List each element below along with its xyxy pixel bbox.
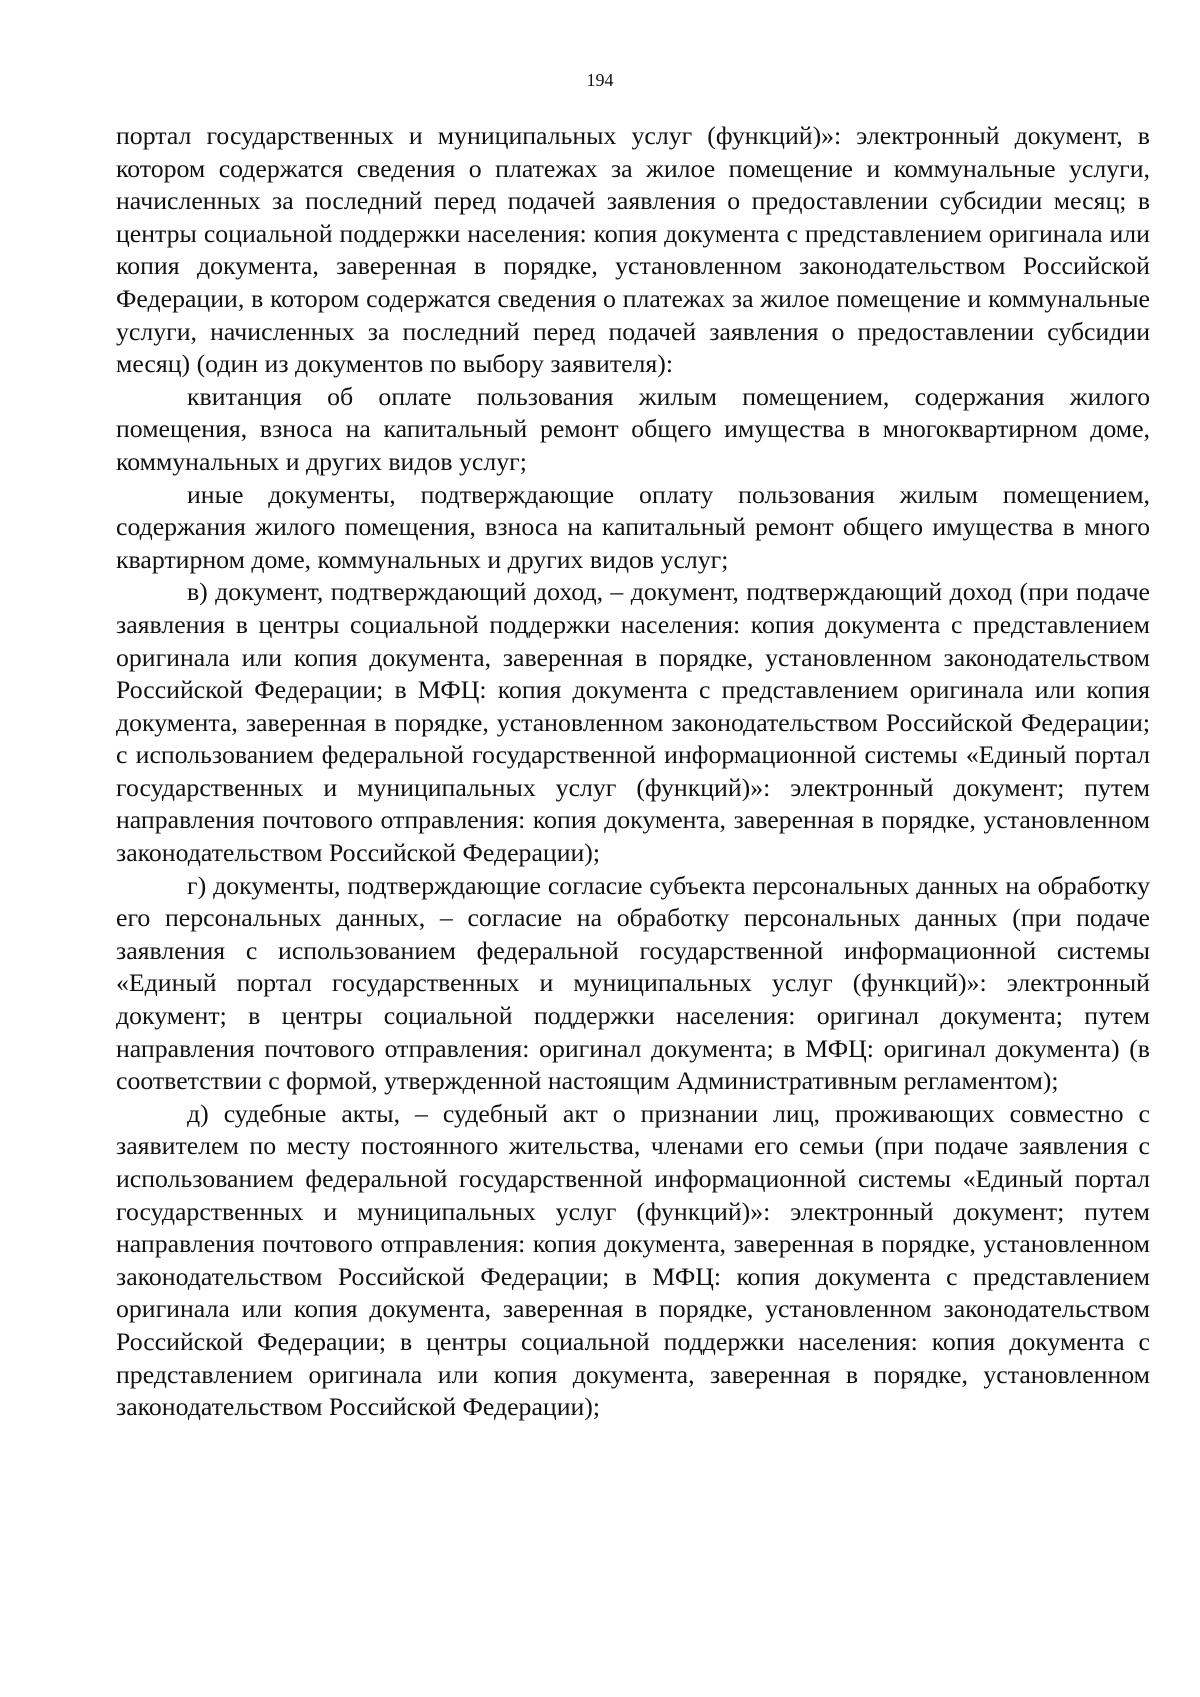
paragraph-item-d-court-acts: д) судебные акты, – судебный акт о признании лиц, проживающих совместно с заявителем по месту постоянного жительства, членами его семьи (при подаче заявления с использованием федеральной государственной информационной системы «Единый портал государственных и муниципальных услуг (функций)»: электронный документ; путем направления почтового отправления: копия документа, заверенная в порядке, установленном законодательством Российской Федерации; в МФЦ: копия документа с представлением оригинала или копия документа, заверенная в порядке, установленном законодательством Российской Федерации; в центры социальной поддержки населения: копия документа с представлением оригинала или копия документа, заверенная в порядке, установленном законодательством Российской Федерации);	[116, 1098, 1150, 1422]
document-body	[116, 120, 1150, 1424]
paragraph-other-documents: иные документы, подтверждающие оплату пользования жилым помещением, содержания жилого помещения, взноса на капитальный ремонт общего имущества в много квартирном доме, коммунальных и других видов услуг;	[116, 479, 1150, 574]
paragraph-item-v-income: в) документ, подтверждающий доход, – документ, подтверждающий доход (при подаче заявления в центры социальной поддержки населения: копия документа с представлением оригинала или копия документа, заверенная в порядке, установленном законодательством Российской Федерации; в МФЦ: копия документа с представлением оригинала или копия документа, заверенная в порядке, установленном законодательством Российской Федерации; с использованием федеральной государственной информационной системы «Единый портал государственных и муниципальных услуг (функций)»: электронный документ; путем направления почтового отправления: копия документа, заверенная в порядке, установленном законодательством Российской Федерации);	[116, 577, 1150, 868]
paragraph-item-g-consent: г) документы, подтверждающие согласие субъекта персональных данных на обработку его персональных данных, – согласие на обработку персональных данных (при подаче заявления с использованием федеральной государственной информационной системы «Единый портал государственных и муниципальных услуг (функций)»: электронный документ; в центры социальной поддержки населения: оригинал документа; путем направления почтового отправления: оригинал документа; в МФЦ: оригинал документа) (в соответствии с формой, утвержденной настоящим Административным регламентом);	[116, 870, 1150, 1096]
paragraph-continuation: портал государственных и муниципальных услуг (функций)»: электронный документ, в котором содержатся сведения о платежах за жилое помещение и коммунальные услуги, начисленных за последний перед подачей заявления о предоставлении субсидии месяц; в центры социальной поддержки населения: копия документа с представлением оригинала или копия документа, заверенная в порядке, установленном законодательством Российской Федерации, в котором содержатся сведения о платежах за жилое помещение и коммунальные услуги, начисленных за последний перед подачей заявления о предоставлении субсидии месяц) (один из документов по выбору заявителя):	[116, 121, 1150, 379]
page-number: 194	[586, 70, 614, 90]
paragraph-receipt: квитанция об оплате пользования жилым помещением, содержания жилого помещения, взноса на капитальный ремонт общего имущества в многоквартирном доме, коммунальных и других видов услуг;	[116, 381, 1150, 476]
